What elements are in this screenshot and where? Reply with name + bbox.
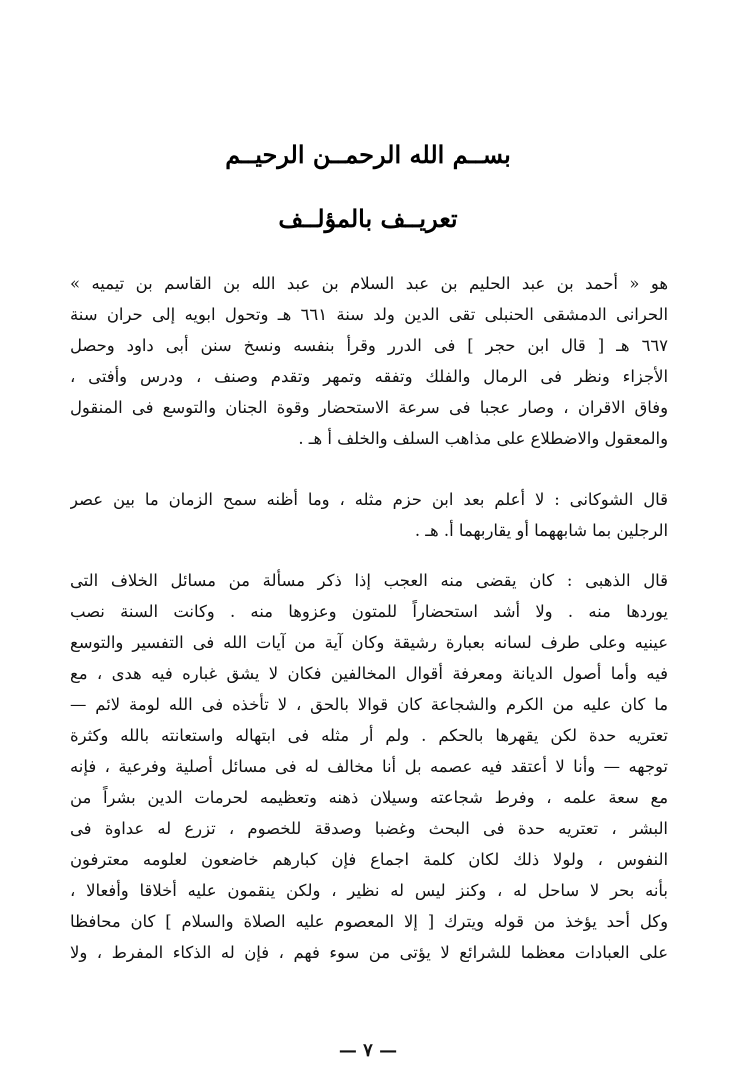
text-line: البشر ، تعتريه حدة فى البحث وغضبا وصدقة للخصوم ، تزرع له عداوة فى xyxy=(70,819,668,838)
text-line: هو « أحمد بن عبد الحليم بن عبد السلام بن عبد الله بن القاسم بن تيميه » xyxy=(70,274,668,293)
text-line: بأنه بحر لا ساحل له ، وكنز ليس له نظير ، ولكن ينقمون عليه أخلاقا وأفعالا ، xyxy=(70,881,668,900)
text-line: على العبادات معظما للشرائع لا يؤتى من سوء فهم ، فإن له الذكاء المفرط ، ولا xyxy=(70,943,668,962)
text-line: وكل أحد يؤخذ من قوله ويترك [ إلا المعصوم عليه الصلاة والسلام ] كان محافظا xyxy=(70,912,668,931)
page-number: — ٧ — xyxy=(338,1040,398,1061)
text-line: يوردها منه . ولا أشد استحضاراً للمتون وعزوها منه . وكانت السنة نصب xyxy=(70,602,668,621)
text-line: ٦٦٧ هـ [ قال ابن حجر ] فى الدرر وقرأ بنفسه ونسخ سنن أبى داود وحصل xyxy=(70,336,668,355)
paragraph-author-bio xyxy=(70,268,668,454)
text-line: والمعقول والاضطلاع على مذاهب السلف والخلف أ هـ . xyxy=(298,429,668,448)
text-line: عينيه وعلى طرف لسانه بعبارة رشيقة وكان آية من آيات الله فى التفسير والتوسع xyxy=(70,633,668,652)
text-line: قال الذهبى : كان يقضى منه العجب إذا ذكر مسألة من مسائل الخلاف التى xyxy=(70,571,668,590)
text-line: الأجزاء ونظر فى الرمال والفلك وتفقه وتمهر وتقدم وصنف ، ودرس وأفتى ، xyxy=(70,367,668,386)
section-title: تعريــف بالمؤلــف xyxy=(278,204,458,233)
paragraph-dhahabi-quote xyxy=(70,565,668,968)
text-line: تعتريه حدة لكن يقهرها بالحكم . ولم أر مثله فى ابتهاله واستعانته بالله وكثرة xyxy=(70,726,668,745)
text-line: الحرانى الدمشقى الحنبلى تقى الدين ولد سنة ٦٦١ هـ وتحول ابويه إلى حران سنة xyxy=(70,305,668,324)
basmala-heading: بســم الله الرحمــن الرحيــم xyxy=(225,140,511,169)
text-line: مع سعة علمه ، وفرط شجاعته وسيلان ذهنه وتعظيمه لحرمات الدين بشراً من xyxy=(70,788,668,807)
text-line: توجهه — وأنا لا أعتقد فيه عصمه بل أنا مخالف له فى مسائل أصلية وفرعية ، فإنه xyxy=(70,757,668,776)
paragraph-shawkani-quote xyxy=(70,484,668,546)
text-line: الرجلين بما شابههما أو يقاربهما أ. هـ . xyxy=(414,521,668,540)
text-line: قال الشوكانى : لا أعلم بعد ابن حزم مثله ، وما أظنه سمح الزمان ما بين عصر xyxy=(70,490,668,509)
text-line: وفاق الاقران ، وصار عجبا فى سرعة الاستحضار وقوة الجنان والتوسع فى المنقول xyxy=(70,398,668,417)
text-line: ما كان عليه من الكرم والشجاعة كان قوالا بالحق ، لا تأخذه فى الله لومة لائم — xyxy=(70,695,668,714)
text-line: النفوس ، ولولا ذلك لكان كلمة اجماع فإن كبارهم خاضعون لعلومه معترفون xyxy=(70,850,668,869)
text-line: فيه وأما أصول الديانة ومعرفة أقوال المخالفين فكان لا يشق غباره فيه هدى ، مع xyxy=(70,664,668,683)
